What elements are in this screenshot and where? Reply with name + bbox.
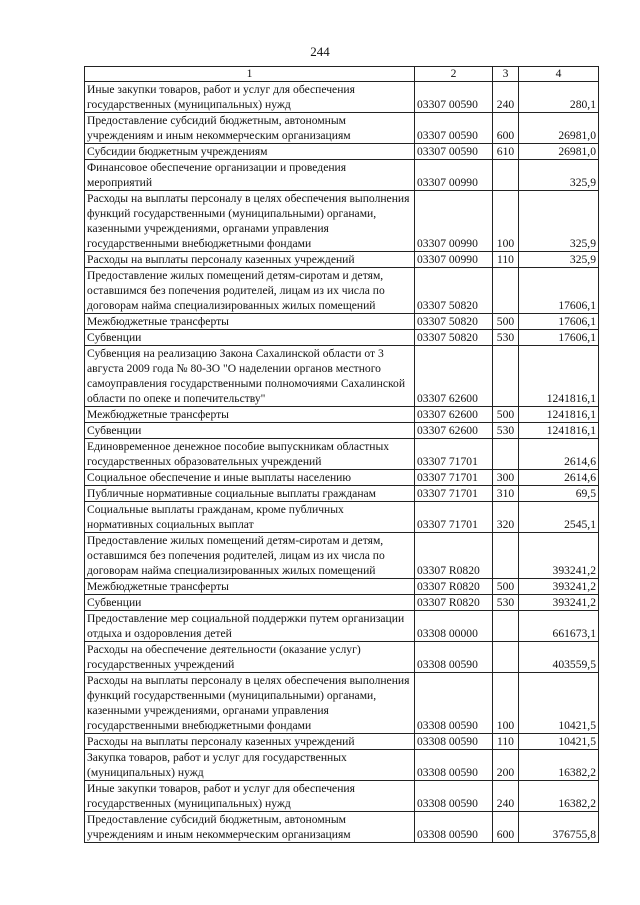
row-amount: 325,9	[519, 160, 599, 191]
column-header-4: 4	[519, 67, 599, 82]
row-description: Субсидии бюджетным учреждениям	[85, 144, 415, 160]
table-row	[85, 144, 599, 160]
row-code: 03308 00590	[415, 673, 493, 734]
row-description: Субвенции	[85, 595, 415, 611]
row-code: 03307 R0820	[415, 579, 493, 595]
row-code: 03307 00990	[415, 252, 493, 268]
row-code: 03307 00590	[415, 144, 493, 160]
row-expense-type	[493, 268, 519, 314]
row-description: Предоставление жилых помещений детям-сиротам и детям, оставшимся без попечения родителей, лицам из их числа по договорам найма специализированных жилых помещений	[85, 533, 415, 579]
column-header-2: 2	[415, 67, 493, 82]
row-code: 03307 00590	[415, 113, 493, 144]
row-description: Расходы на выплаты персоналу казенных учреждений	[85, 734, 415, 750]
row-amount: 403559,5	[519, 642, 599, 673]
table-row	[85, 314, 599, 330]
row-expense-type: 530	[493, 595, 519, 611]
row-description: Закупка товаров, работ и услуг для государственных (муниципальных) нужд	[85, 750, 415, 781]
row-expense-type	[493, 533, 519, 579]
row-code: 03307 62600	[415, 346, 493, 407]
table-row	[85, 160, 599, 191]
row-amount: 17606,1	[519, 314, 599, 330]
table-row	[85, 439, 599, 470]
row-expense-type: 610	[493, 144, 519, 160]
row-code: 03307 71701	[415, 439, 493, 470]
row-expense-type: 300	[493, 470, 519, 486]
row-expense-type: 240	[493, 82, 519, 113]
row-description: Социальное обеспечение и иные выплаты населению	[85, 470, 415, 486]
row-code: 03307 50820	[415, 314, 493, 330]
row-expense-type: 530	[493, 330, 519, 346]
row-expense-type	[493, 346, 519, 407]
row-code: 03307 R0820	[415, 595, 493, 611]
page-number: 244	[310, 44, 330, 59]
row-code: 03307 71701	[415, 486, 493, 502]
table-row	[85, 502, 599, 533]
row-expense-type: 200	[493, 750, 519, 781]
row-code: 03308 00000	[415, 611, 493, 642]
column-header-1: 1	[85, 67, 415, 82]
row-amount: 2614,6	[519, 439, 599, 470]
row-expense-type	[493, 611, 519, 642]
row-amount: 17606,1	[519, 268, 599, 314]
table-row	[85, 750, 599, 781]
row-code: 03308 00590	[415, 781, 493, 812]
table-body	[85, 82, 599, 843]
row-expense-type: 500	[493, 407, 519, 423]
row-description: Предоставление субсидий бюджетным, автономным учреждениям и иным некоммерческим организациям	[85, 812, 415, 843]
table-row	[85, 113, 599, 144]
table-row	[85, 423, 599, 439]
table-row	[85, 781, 599, 812]
row-expense-type: 100	[493, 673, 519, 734]
row-description: Предоставление субсидий бюджетным, автономным учреждениям и иным некоммерческим организациям	[85, 113, 415, 144]
row-description: Финансовое обеспечение организации и проведения мероприятий	[85, 160, 415, 191]
row-amount: 26981,0	[519, 144, 599, 160]
row-code: 03307 71701	[415, 502, 493, 533]
table-row	[85, 734, 599, 750]
table-row	[85, 82, 599, 113]
table-row	[85, 330, 599, 346]
row-description: Расходы на выплаты персоналу в целях обеспечения выполнения функций государственными (муниципальными) органами, казенными учреждениями, органами управления государственными внебюджетными фондами	[85, 673, 415, 734]
row-expense-type: 530	[493, 423, 519, 439]
row-description: Публичные нормативные социальные выплаты гражданам	[85, 486, 415, 502]
row-amount: 1241816,1	[519, 407, 599, 423]
row-expense-type	[493, 439, 519, 470]
table-row	[85, 191, 599, 252]
table-row	[85, 268, 599, 314]
row-description: Социальные выплаты гражданам, кроме публичных нормативных социальных выплат	[85, 502, 415, 533]
row-description: Межбюджетные трансферты	[85, 579, 415, 595]
row-amount: 16382,2	[519, 781, 599, 812]
table-row	[85, 486, 599, 502]
table-row	[85, 346, 599, 407]
row-description: Расходы на обеспечение деятельности (оказание услуг) государственных учреждений	[85, 642, 415, 673]
row-amount: 26981,0	[519, 113, 599, 144]
row-description: Субвенции	[85, 330, 415, 346]
row-amount: 393241,2	[519, 579, 599, 595]
row-amount: 1241816,1	[519, 423, 599, 439]
table-row	[85, 533, 599, 579]
row-expense-type	[493, 160, 519, 191]
table-row	[85, 470, 599, 486]
row-code: 03307 00590	[415, 82, 493, 113]
row-amount: 10421,5	[519, 734, 599, 750]
row-code: 03307 R0820	[415, 533, 493, 579]
table-row	[85, 642, 599, 673]
row-amount: 17606,1	[519, 330, 599, 346]
table-row	[85, 611, 599, 642]
row-expense-type	[493, 642, 519, 673]
row-amount: 661673,1	[519, 611, 599, 642]
row-expense-type: 600	[493, 812, 519, 843]
row-amount: 393241,2	[519, 595, 599, 611]
row-expense-type: 500	[493, 579, 519, 595]
row-amount: 393241,2	[519, 533, 599, 579]
row-amount: 16382,2	[519, 750, 599, 781]
row-expense-type: 240	[493, 781, 519, 812]
row-expense-type: 110	[493, 252, 519, 268]
table-row	[85, 252, 599, 268]
table-row	[85, 812, 599, 843]
row-description: Иные закупки товаров, работ и услуг для обеспечения государственных (муниципальных) нужд	[85, 82, 415, 113]
row-code: 03308 00590	[415, 642, 493, 673]
column-header-3: 3	[493, 67, 519, 82]
row-description: Расходы на выплаты персоналу в целях обеспечения выполнения функций государственными (муниципальными) органами, казенными учреждениями, органами управления государственными внебюджетными фондами	[85, 191, 415, 252]
row-code: 03308 00590	[415, 734, 493, 750]
row-expense-type: 600	[493, 113, 519, 144]
row-code: 03307 62600	[415, 423, 493, 439]
row-code: 03307 62600	[415, 407, 493, 423]
row-code: 03308 00590	[415, 750, 493, 781]
row-code: 03307 50820	[415, 268, 493, 314]
row-expense-type: 320	[493, 502, 519, 533]
row-description: Предоставление мер социальной поддержки путем организации отдыха и оздоровления детей	[85, 611, 415, 642]
row-code: 03307 00990	[415, 191, 493, 252]
row-code: 03307 00990	[415, 160, 493, 191]
row-description: Субвенция на реализацию Закона Сахалинской области от 3 августа 2009 года № 80-ЗО "О наделении органов местного самоуправления государственными полномочиями Сахалинской области по опеке и попечительству"	[85, 346, 415, 407]
table-row	[85, 595, 599, 611]
row-amount: 69,5	[519, 486, 599, 502]
row-amount: 325,9	[519, 191, 599, 252]
row-description: Расходы на выплаты персоналу казенных учреждений	[85, 252, 415, 268]
row-description: Субвенции	[85, 423, 415, 439]
row-description: Предоставление жилых помещений детям-сиротам и детям, оставшимся без попечения родителей, лицам из их числа по договорам найма специализированных жилых помещений	[85, 268, 415, 314]
row-description: Межбюджетные трансферты	[85, 314, 415, 330]
row-amount: 280,1	[519, 82, 599, 113]
table-row	[85, 407, 599, 423]
table-header-row	[85, 67, 599, 82]
table-row	[85, 673, 599, 734]
row-description: Межбюджетные трансферты	[85, 407, 415, 423]
budget-table	[84, 66, 599, 843]
row-amount: 10421,5	[519, 673, 599, 734]
row-expense-type: 110	[493, 734, 519, 750]
row-description: Единовременное денежное пособие выпускникам областных государственных образовательных учреждений	[85, 439, 415, 470]
row-expense-type: 310	[493, 486, 519, 502]
row-amount: 2545,1	[519, 502, 599, 533]
table-row	[85, 579, 599, 595]
row-amount: 325,9	[519, 252, 599, 268]
row-amount: 1241816,1	[519, 346, 599, 407]
row-expense-type: 100	[493, 191, 519, 252]
row-code: 03307 50820	[415, 330, 493, 346]
row-expense-type: 500	[493, 314, 519, 330]
row-code: 03307 71701	[415, 470, 493, 486]
row-amount: 2614,6	[519, 470, 599, 486]
row-amount: 376755,8	[519, 812, 599, 843]
row-code: 03308 00590	[415, 812, 493, 843]
row-description: Иные закупки товаров, работ и услуг для обеспечения государственных (муниципальных) нужд	[85, 781, 415, 812]
